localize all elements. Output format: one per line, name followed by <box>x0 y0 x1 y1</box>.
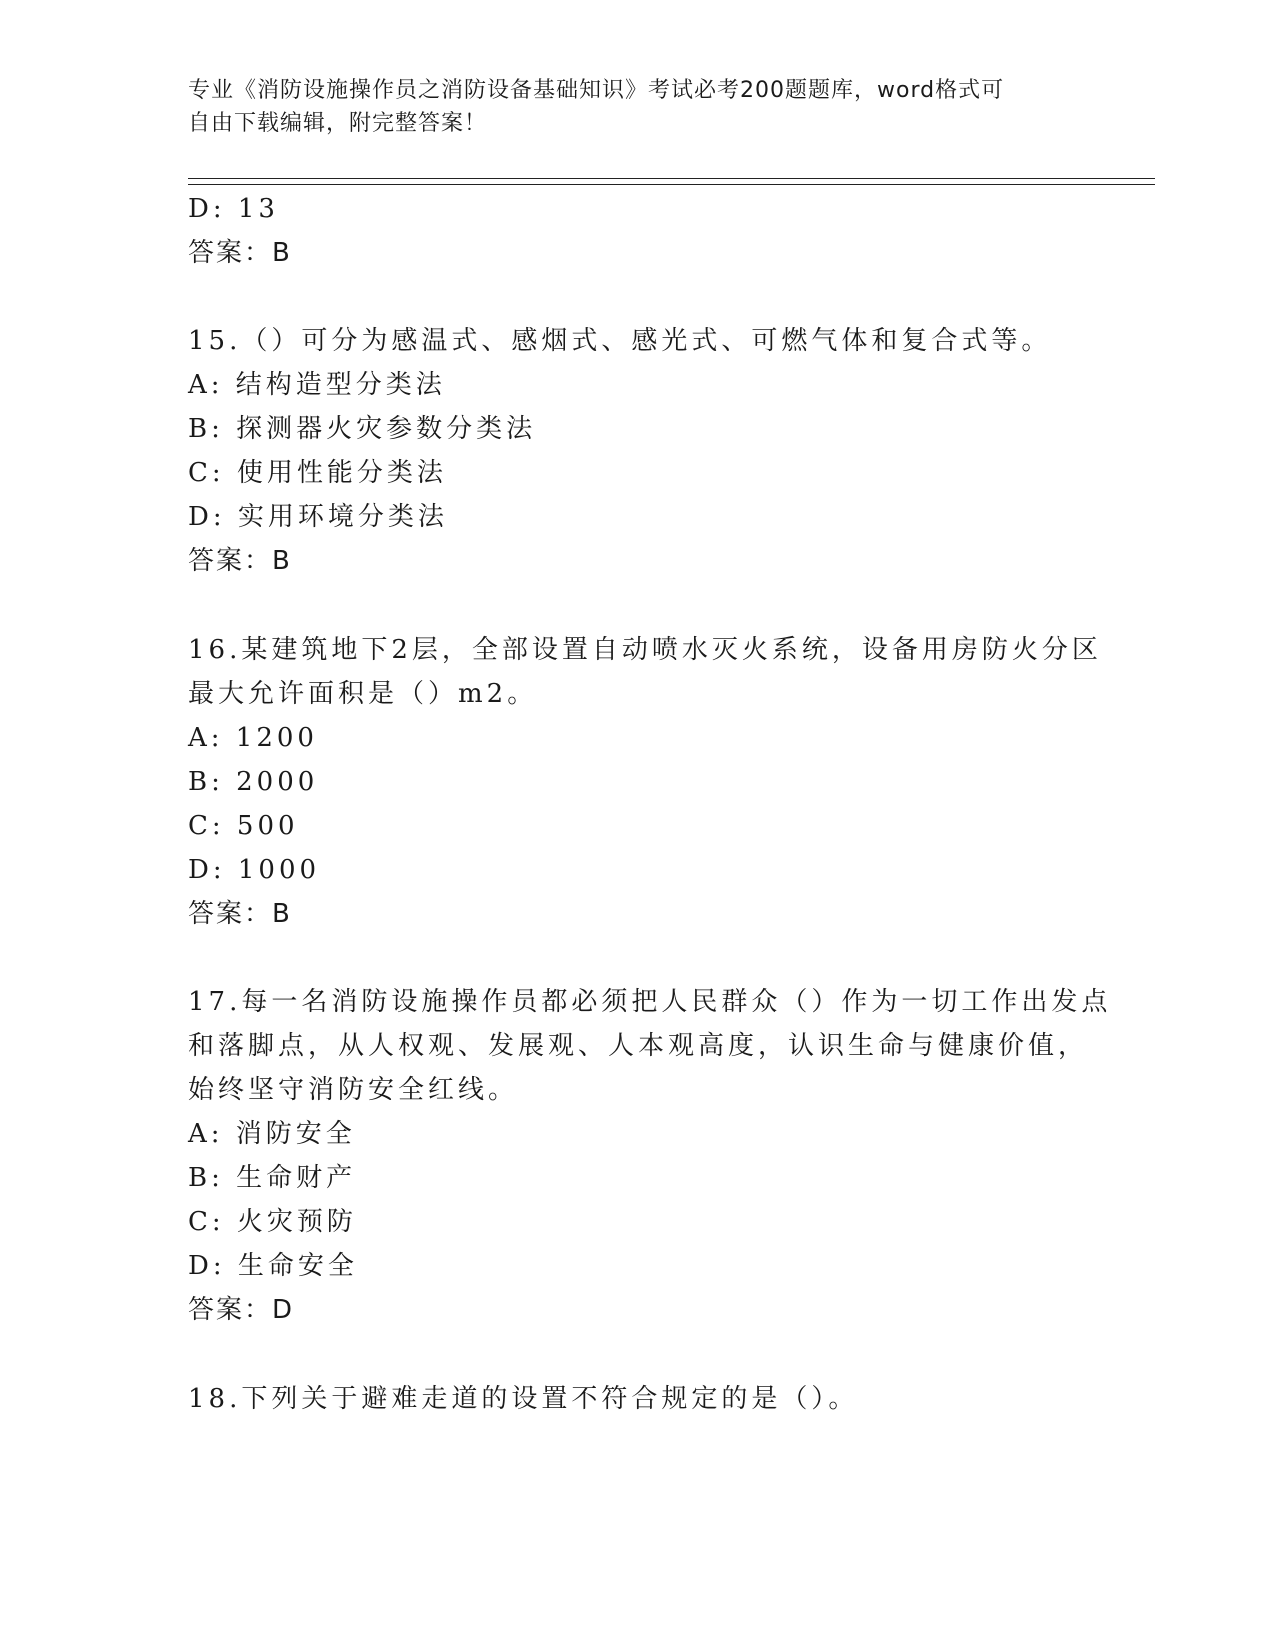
header-divider-top <box>188 178 1155 179</box>
q17-option-b: B: 生命财产 <box>188 1163 357 1193</box>
q15-option-b: B: 探测器火灾参数分类法 <box>188 414 537 444</box>
q15-stem: 15.（）可分为感温式、感烟式、感光式、可燃气体和复合式等。 <box>188 326 1052 356</box>
q15-answer: 答案：B <box>188 546 292 576</box>
q17-stem-line-1: 17.每一名消防设施操作员都必须把人民群众（）作为一切工作出发点 <box>188 987 1112 1017</box>
prev-answer: 答案：B <box>188 238 292 268</box>
q16-option-d: D: 1000 <box>188 855 321 885</box>
q16-stem-line-1: 16.某建筑地下2层，全部设置自动喷水灭火系统，设备用房防火分区 <box>188 635 1102 665</box>
document-header <box>188 74 1088 140</box>
header-divider-bottom <box>188 184 1155 185</box>
q17-answer: 答案：D <box>188 1295 295 1325</box>
q17-option-c: C: 火灾预防 <box>188 1207 357 1237</box>
q16-option-a: A: 1200 <box>188 723 318 753</box>
q18-stem: 18.下列关于避难走道的设置不符合规定的是（）。 <box>188 1384 859 1414</box>
q17-stem-line-2: 和落脚点，从人权观、发展观、人本观高度，认识生命与健康价值， <box>188 1031 1089 1061</box>
q16-option-c: C: 500 <box>188 811 299 841</box>
header-line-1: 专业《消防设施操作员之消防设备基础知识》考试必考200题题库，word格式可 <box>188 78 1005 103</box>
q17-stem-line-3: 始终坚守消防安全红线。 <box>188 1075 519 1105</box>
q15-option-d: D: 实用环境分类法 <box>188 502 448 532</box>
q16-answer: 答案：B <box>188 899 292 929</box>
q17-option-d: D: 生命安全 <box>188 1251 358 1281</box>
q15-option-c: C: 使用性能分类法 <box>188 458 447 488</box>
q15-option-a: A: 结构造型分类法 <box>188 370 446 400</box>
prev-option-d: D: 13 <box>188 194 279 224</box>
q16-option-b: B: 2000 <box>188 767 319 797</box>
header-line-2: 自由下载编辑，附完整答案！ <box>188 111 488 136</box>
q16-stem-line-2: 最大允许面积是（）m2。 <box>188 679 538 709</box>
q17-option-a: A: 消防安全 <box>188 1119 356 1149</box>
